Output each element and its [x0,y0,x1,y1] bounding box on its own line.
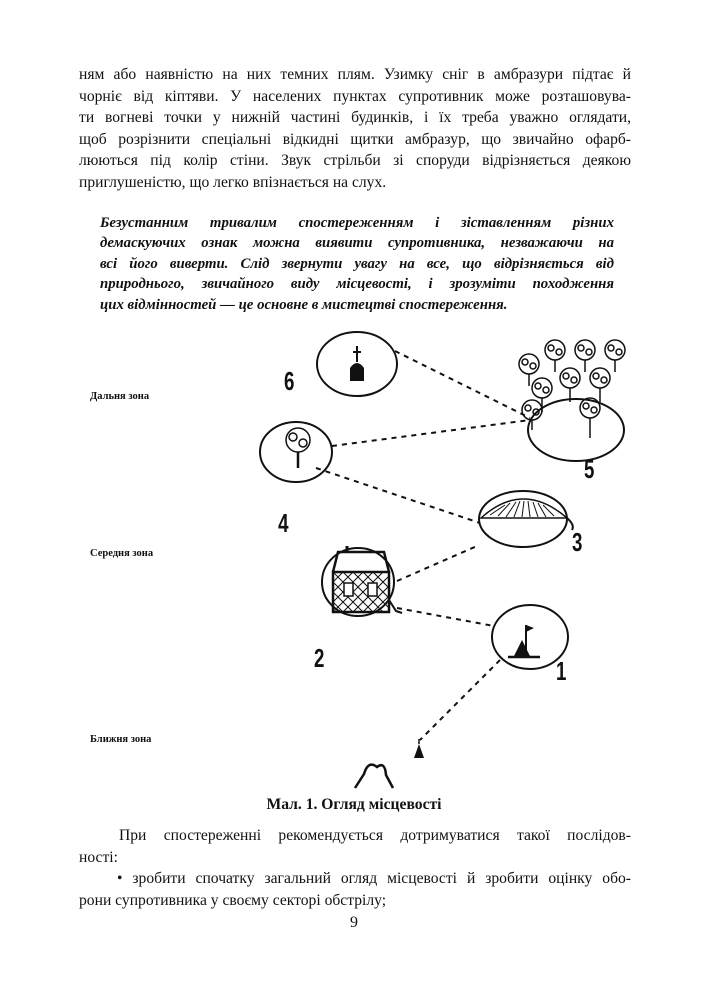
sight-line-4-5 [332,420,530,446]
zone-label-far: Дальня зона [90,391,150,402]
landmark-tree-4 [260,422,332,482]
bullet-item [79,868,631,911]
quote-line: демаскуючих ознак можна виявити супротивника, незважаючи на [100,235,614,252]
intro-line: люються під колір стіни. Звук стрільби зі споруди відрізняється деякою [79,152,631,170]
intro-line: ти вогневі точки у нижній частині будинків, і їх треба уважно оглядати, [79,109,631,127]
sight-line-2-1 [397,608,494,626]
landmark-forest-5 [519,340,625,461]
bullet-line: • зробити спочатку загальний огляд місцевості й зробити оцінку обо- [117,870,631,887]
observer-marker-icon [414,744,424,758]
house-icon [333,546,402,613]
intro-line: щоб розрізнити спеціальні відкидні щитки амбразур, що звичайно офарб- [79,130,631,148]
tree-icon [286,428,310,468]
forest-icon [519,340,625,438]
sight-line-4-3 [316,468,480,523]
figure-caption: Мал. 1. Огляд місцевості [266,796,442,813]
sight-lines [316,351,530,740]
intro-line: ням або наявністю на них темних плям. Узимку сніг в амбразури підтає й [79,66,631,83]
intro-line: чорніє від кіптяви. У населених пунктах супротивник може розташовува- [79,87,631,105]
landmark-number-2: 2 [314,642,325,673]
sight-line-6-5 [395,351,530,418]
after-line: ності: [79,848,118,866]
page-number: 9 [350,914,358,931]
landmark-house-2 [322,546,402,616]
zone-label-middle: Середня зона [90,548,154,559]
flag-icon [508,625,540,657]
landmark-number-3: 3 [572,526,583,557]
landmark-number-1: 1 [556,655,567,686]
intro-line: приглушеністю, що легко впізнається на слух. [79,173,387,191]
landmark-number-5: 5 [584,453,595,484]
landmark-number-6: 6 [284,365,295,396]
quote-line: Безустанним тривалим спостереженням і зіставленням різних [100,215,614,231]
quote-line: цих відмінностей — це основне в мистецтві спостереження. [100,296,508,313]
landmark-hill-3 [479,491,573,547]
after-paragraph [79,825,631,868]
zone-label-near: Ближня зона [90,734,152,745]
church-icon [350,363,364,381]
after-line: При спостереженні рекомендується дотримуватися такої послідов- [119,827,631,844]
sight-line-observer-1 [420,660,500,740]
landmark-number-4: 4 [278,507,289,538]
sight-line-2-3 [397,546,477,581]
bullet-line: рони супротивника у своєму секторі обстрілу; [79,891,387,909]
observer-position-icon [355,765,393,788]
landmark-church-6 [317,332,397,396]
quote-line: природнього, звичайного виду місцевості, і зрозуміти походження [100,276,614,293]
quote-line: всі його виверти. Слід звернути увагу на все, що відрізняється від [100,255,614,272]
